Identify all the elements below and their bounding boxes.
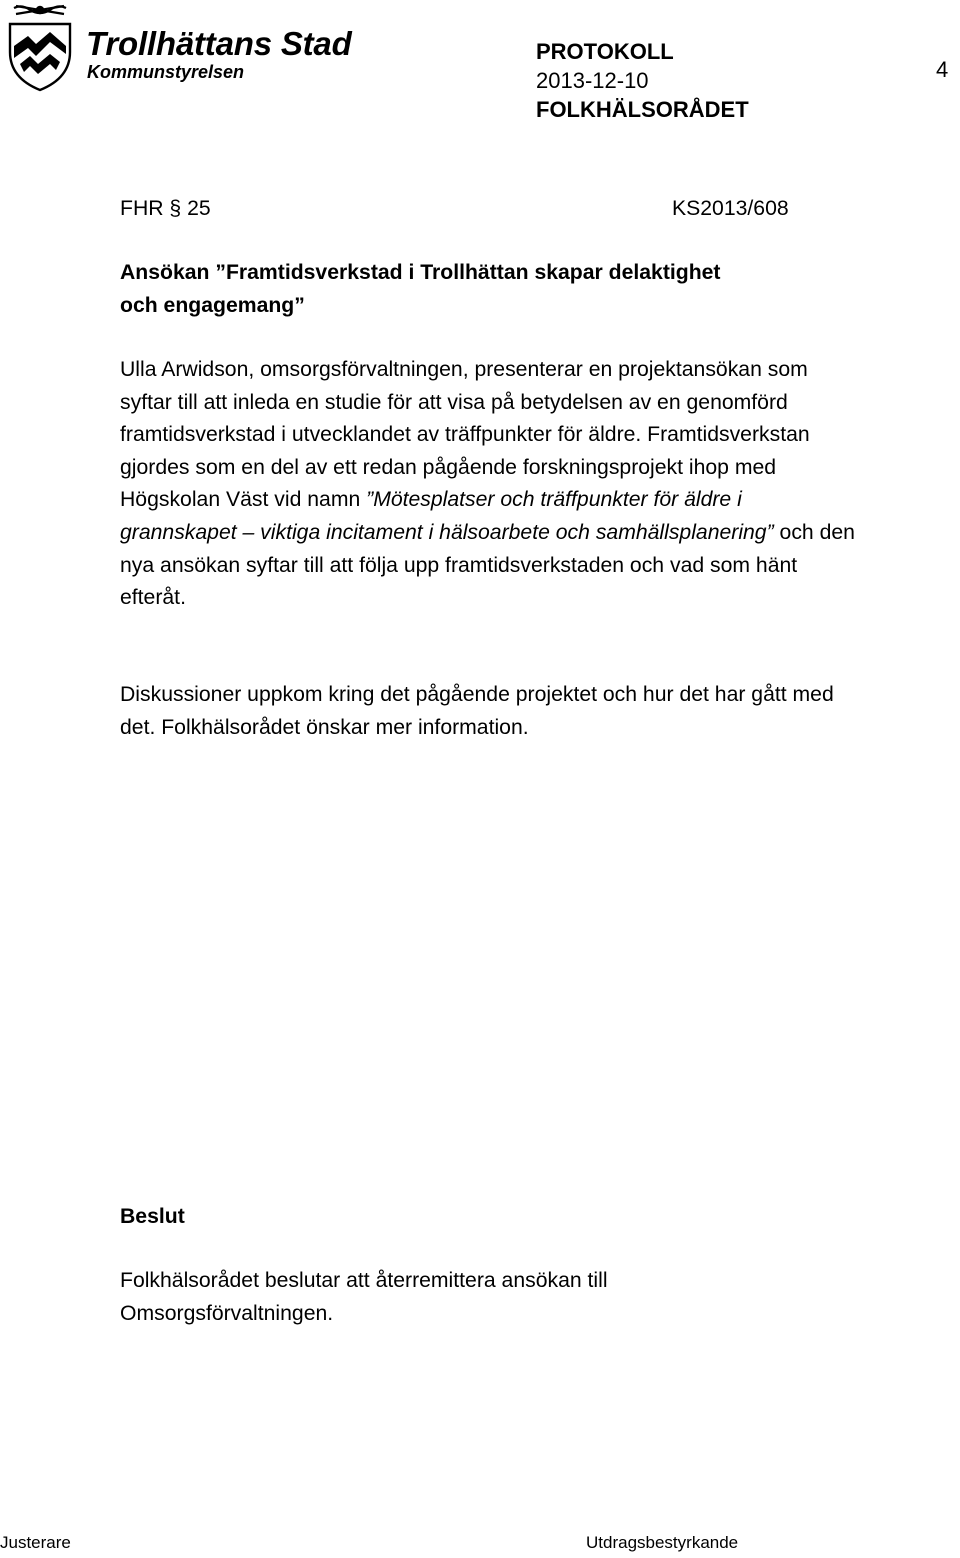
org-name-logotype: Trollhättans Stad <box>86 25 352 62</box>
body-paragraph-1 <box>120 354 860 615</box>
item-title-line1: Ansökan ”Framtidsverkstad i Trollhättan skapar delaktighet <box>120 261 721 284</box>
body-paragraph-1-part-b: och den nya ansökan syftar till att följa upp framtidsverkstaden och vad som hänt efteråt. <box>120 520 855 610</box>
footer-utdragsbestyrkande: Utdragsbestyrkande <box>586 1533 739 1552</box>
body-paragraph-1-part-a: Ulla Arwidson, omsorgsförvaltningen, presenterar en projektansökan som syftar till att inleda en studie för att visa på betydelsen av en genomförd framtidsverkstad i utvecklandet av träffpunkter för äldre. Framtidsverkstan gjordes som en del av ett redan pågående forskningsprojekt ihop med Högskolan Väst vid namn <box>120 358 810 512</box>
page-number: 4 <box>936 57 949 82</box>
meeting-date: 2013-12-10 <box>536 68 649 93</box>
project-name-italic: ”Mötesplatser och träffpunkter för äldre i grannskapet – viktiga incitament i hälsoarbete och samhällsplanering” <box>120 488 774 544</box>
committee-name: FOLKHÄLSORÅDET <box>536 97 749 122</box>
paragraph-id: FHR § 25 <box>120 197 211 220</box>
case-number: KS2013/608 <box>672 197 789 220</box>
doc-type: PROTOKOLL <box>536 39 674 64</box>
org-unit-logotype: Kommunstyrelsen <box>87 62 245 82</box>
decision-heading: Beslut <box>120 1205 185 1228</box>
decision-text: Folkhälsorådet beslutar att återremittera ansökan till Omsorgsförvaltningen. <box>120 1269 608 1325</box>
municipality-crest-logo <box>6 2 74 92</box>
body-paragraph-2: Diskussioner uppkom kring det pågående projektet och hur det har gått med det. Folkhälsorådet önskar mer information. <box>120 683 834 739</box>
item-title-line2: och engagemang” <box>120 294 305 317</box>
footer-justerare: Justerare <box>0 1533 71 1552</box>
